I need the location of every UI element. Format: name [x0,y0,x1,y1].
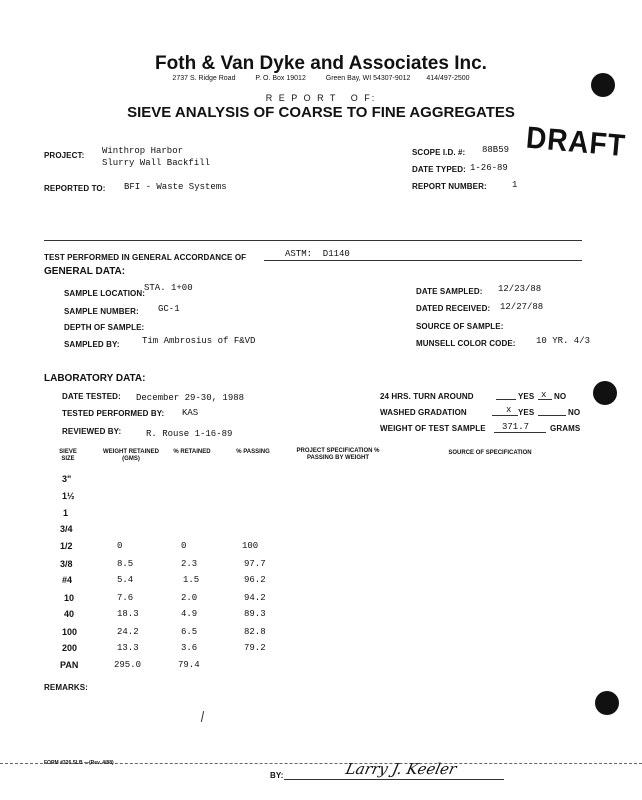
reported-to-label: REPORTED TO: [44,184,106,193]
date-tested-label: DATE TESTED: [62,392,121,401]
report-number-label: REPORT NUMBER: [412,182,487,191]
turnaround-label: 24 HRS. TURN AROUND [380,392,474,401]
percent-retained: 6.5 [181,627,198,637]
percent-retained: 2.0 [181,593,198,603]
sample-location-label: SAMPLE LOCATION: [64,289,146,298]
sieve-size: 40 [64,609,75,619]
sieve-size: 100 [62,627,78,637]
sampled-by-value: Tim Ambrosius of F&VD [142,336,256,346]
tested-by-label: TESTED PERFORMED BY: [62,409,165,418]
munsell-label: MUNSELL COLOR CODE: [416,339,516,348]
company-address: 2737 S. Ridge Road [172,75,236,82]
project-line-1: Winthrop Harbor [102,146,184,156]
date-sampled-value: 12/23/88 [498,284,542,294]
accordance-value: ASTM: D1140 [285,249,350,259]
lab-heading: LABORATORY DATA: [44,373,146,384]
percent-passing: 82.8 [244,627,266,637]
weight-retained: 13.3 [117,643,139,653]
weight-retained: 24.2 [117,627,139,637]
turnaround-no: NO [554,392,567,401]
weight-retained: 295.0 [114,660,142,670]
depth-label: DEPTH OF SAMPLE: [64,323,145,332]
table-row [0,559,642,573]
table-row [0,643,642,657]
washed-yes: YES [518,408,535,417]
percent-retained: 79.4 [178,660,200,670]
munsell-value: 10 YR. 4/3 [536,336,591,346]
date-received-label: DATED RECEIVED: [416,304,491,313]
turnaround-mark: x [541,390,547,400]
signature: Larry J. Keeler [344,760,459,778]
sieve-size: 1/2 [60,541,73,551]
sieve-size: 1 [63,508,69,518]
table-row [0,491,642,505]
table-row [0,609,642,623]
scope-label: SCOPE I.D. #: [412,148,466,157]
reviewed-by-value: R. Rouse 1-16-89 [146,429,233,439]
weight-label: WEIGHT OF TEST SAMPLE [380,424,486,433]
percent-passing: 97.7 [244,559,266,569]
tested-by-value: KAS [182,408,199,418]
sieve-size: 1½ [62,491,75,501]
col-sieve-header: SIEVE SIZE [59,449,77,462]
percent-passing: 94.2 [244,593,266,603]
sample-number-label: SAMPLE NUMBER: [64,307,139,316]
remarks-label: REMARKS: [44,683,88,692]
report-number-value: 1 [512,180,518,190]
punch-hole-bottom [595,691,619,715]
reviewed-by-label: REVIEWED BY: [62,427,122,436]
percent-passing: 96.2 [244,575,266,585]
grams-label: GRAMS [550,424,581,433]
accordance-label: TEST PERFORMED IN GENERAL ACCORDANCE OF [44,253,247,262]
percent-retained: 2.3 [181,559,198,569]
date-typed-value: 1-26-89 [470,163,508,173]
source-label: SOURCE OF SAMPLE: [416,322,504,331]
weight-retained: 8.5 [117,559,134,569]
company-po-box: P. O. Box 19012 [255,75,306,82]
date-tested-value: December 29-30, 1988 [136,393,245,403]
washed-label: WASHED GRADATION [380,408,467,417]
general-heading: GENERAL DATA: [44,266,126,277]
sieve-size: 10 [64,593,75,603]
col-project-spec-header: PROJECT SPECIFICATION % PASSING BY WEIGHT [296,448,380,461]
col-weight-header: WEIGHT RETAINED (GMS) [103,449,159,462]
col-source-spec-header: SOURCE OF SPECIFICATION [448,450,532,456]
sieve-size: 3/8 [60,559,73,569]
by-label: BY: [270,771,284,780]
table-row [0,541,642,555]
weight-retained: 5.4 [117,575,134,585]
sieve-size: 3/4 [60,524,73,534]
sieve-size: 200 [62,643,78,653]
weight-retained: 7.6 [117,593,134,603]
company-address-line [0,75,642,82]
washed-no: NO [568,408,581,417]
washed-mark: x [506,405,512,415]
table-row [0,524,642,538]
header-rule [44,240,582,241]
scope-value: 88B59 [482,145,510,155]
percent-retained: 4.9 [181,609,198,619]
company-name: Foth & Van Dyke and Associates Inc. [155,53,487,74]
table-row [0,508,642,522]
date-sampled-label: DATE SAMPLED: [416,287,483,296]
percent-retained: 1.5 [183,575,200,585]
sieve-size: #4 [62,575,73,585]
weight-retained: 18.3 [117,609,139,619]
weight-value: 371.7 [502,422,530,432]
sample-number-value: GC-1 [158,304,180,314]
sampled-by-label: SAMPLED BY: [64,340,120,349]
project-label: PROJECT: [44,151,85,160]
turnaround-yes: YES [518,392,535,401]
percent-passing: 100 [242,541,259,551]
percent-passing: 79.2 [244,643,266,653]
col-retained-header: % RETAINED [173,449,211,455]
reported-to-value: BFI - Waste Systems [124,182,227,192]
table-row [0,575,642,589]
pen-mark [201,711,204,722]
sieve-size: PAN [60,660,79,670]
draft-stamp: DRAFT [524,120,628,163]
percent-retained: 3.6 [181,643,198,653]
sample-location-value: STA. 1+00 [144,283,193,293]
table-row [0,660,642,674]
sieve-size: 3" [62,474,72,484]
table-row [0,627,642,641]
punch-hole-middle [593,381,617,405]
project-line-2: Slurry Wall Backfill [102,158,211,168]
table-row [0,593,642,607]
report-title: SIEVE ANALYSIS OF COARSE TO FINE AGGREGATES [127,104,515,121]
report-of: R E P O R T O F: [265,93,377,103]
percent-retained: 0 [181,541,187,551]
percent-passing: 89.3 [244,609,266,619]
form-number: FORM #326 SLB —(Rev. 4/88) [44,760,114,766]
date-received-value: 12/27/88 [500,302,544,312]
company-phone: 414/497-2500 [426,75,470,82]
weight-retained: 0 [117,541,123,551]
company-city: Green Bay, WI 54307-9012 [325,75,411,82]
col-passing-header: % PASSING [236,449,270,455]
accordance-rule [384,260,582,261]
date-typed-label: DATE TYPED: [412,165,466,174]
table-row [0,474,642,488]
